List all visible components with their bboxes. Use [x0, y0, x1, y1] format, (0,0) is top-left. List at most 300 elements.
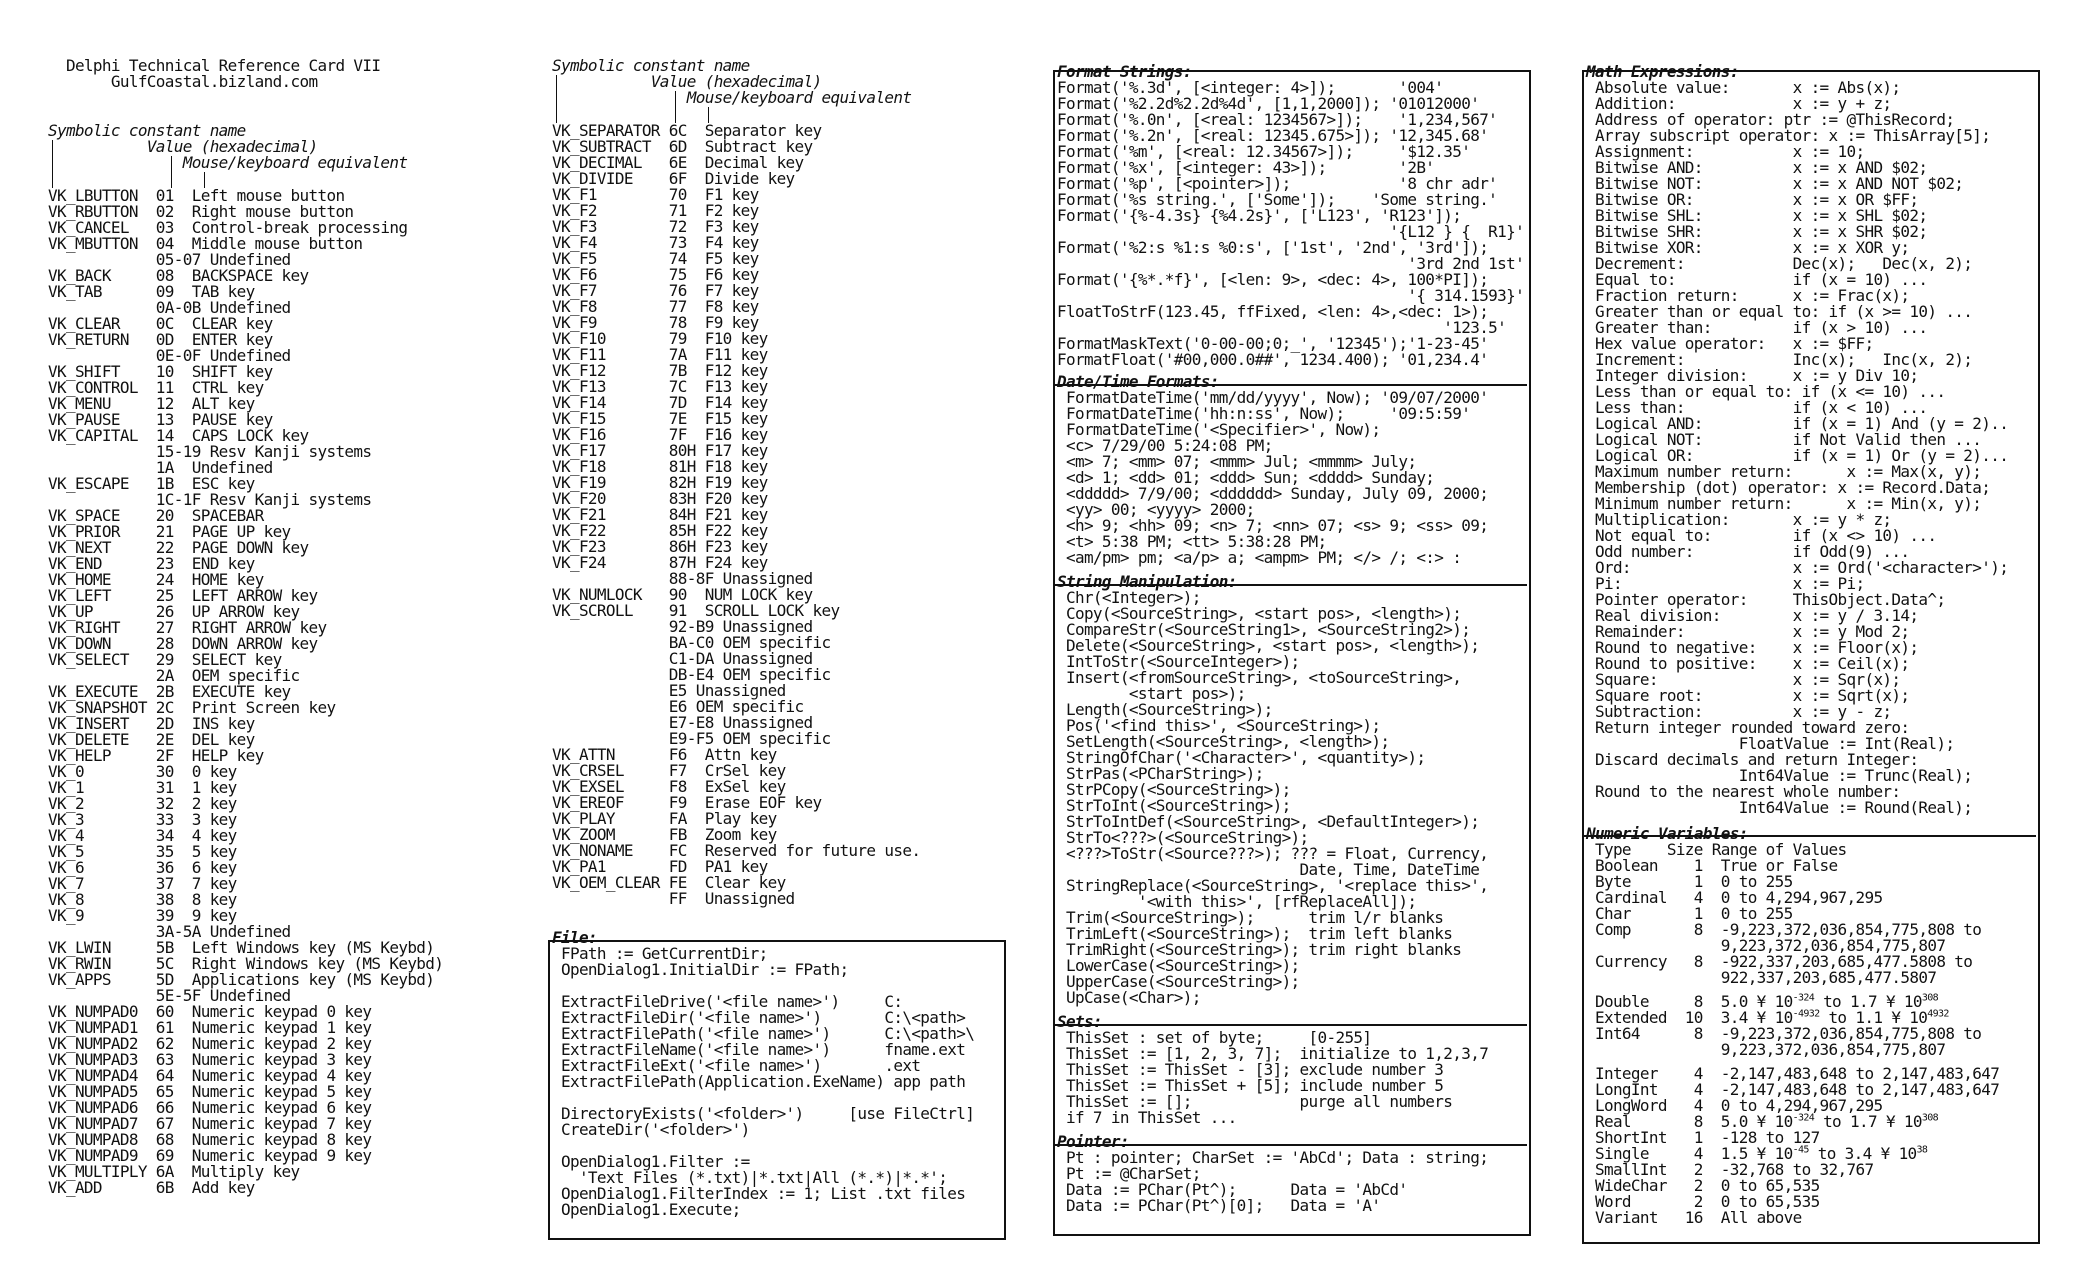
line-text: Trim(<SourceString>); trim l/r blanks	[1057, 908, 1444, 927]
line-text: Delphi Technical Reference Card VII	[48, 56, 381, 75]
line-text: VK_F2 71 F2 key	[552, 201, 759, 220]
line-text: VK_F6 75 F6 key	[552, 265, 759, 284]
line-text: VK_8 38 8 key	[48, 890, 237, 909]
line-text: VK_CLEAR 0C CLEAR key	[48, 314, 273, 333]
line-text: Bitwise OR: x := x OR $FF;	[1586, 190, 1919, 209]
line-text: Pt : pointer; CharSet := 'AbCd'; Data : string;	[1057, 1148, 1489, 1167]
line-text: VK_NUMPAD3 63 Numeric keypad 3 key	[48, 1050, 372, 1069]
line-text: Single 4 1.5 ¥ 10	[1586, 1144, 1793, 1163]
line-text: StrPas(<PCharString>);	[1057, 764, 1264, 783]
line-text: FormatDateTime('<Specifier>', Now);	[1057, 420, 1381, 439]
line-text: Fraction return: x := Frac(x);	[1586, 286, 1910, 305]
line-text: VK_5 35 5 key	[48, 842, 237, 861]
line-text: 922,337,203,685,477.5807	[1586, 968, 1937, 987]
line-text: VK_SELECT 29 SELECT key	[48, 650, 282, 669]
line-text: Delete(<SourceString>, <start pos>, <length>);	[1057, 636, 1480, 655]
reference-line	[1586, 800, 1972, 816]
line-text: Increment: Inc(x); Inc(x, 2);	[1586, 350, 1973, 369]
legend-bracket-equiv	[204, 172, 205, 188]
line-text: Bitwise AND: x := x AND $02;	[1586, 158, 1928, 177]
line-text: VK_LWIN 5B Left Windows key (MS Keybd)	[48, 938, 435, 957]
line-text: Greater than or equal to: if (x >= 10) ...	[1586, 302, 1973, 321]
line-text: Pointer operator: ThisObject.Data^;	[1586, 590, 1946, 609]
reference-line	[1586, 1210, 1802, 1226]
line-text: <c> 7/29/00 5:24:08 PM;	[1057, 436, 1273, 455]
line-text: VK_F15 7E F15 key	[552, 409, 768, 428]
line-text: VK_NEXT 22 PAGE DOWN key	[48, 538, 309, 557]
line-text: Assignment: x := 10;	[1586, 142, 1865, 161]
line-text: Absolute value: x := Abs(x);	[1586, 78, 1901, 97]
exponent: 308	[1921, 992, 1939, 1004]
line-text: VK_NUMPAD9 69 Numeric keypad 9 key	[48, 1146, 372, 1165]
line-text: <d> 1; <dd> 01; <ddd> Sun; <dddd> Sunday;	[1057, 468, 1435, 487]
line-text: Pointer:	[1057, 1132, 1129, 1151]
line-text: VK_ZOOM FB Zoom key	[552, 825, 777, 844]
line-text: VK_DIVIDE 6F Divide key	[552, 169, 795, 188]
line-text: VK_TAB 09 TAB key	[48, 282, 255, 301]
line-text: Membership (dot) operator: x := Record.Data;	[1586, 478, 1991, 497]
line-text: VK_RBUTTON 02 Right mouse button	[48, 202, 354, 221]
line-text: Format('{%-4.3s} {%4.2s}', ['L123', 'R123']);	[1057, 206, 1462, 225]
line-text: VK_F23 86H F23 key	[552, 537, 768, 556]
line-text: VK_EXECUTE 2B EXECUTE key	[48, 682, 291, 701]
line-text-cont: to 1.7 ¥ 10	[1814, 1112, 1922, 1131]
line-text: Insert(<fromSourceString>, <toSourceString>,	[1057, 668, 1462, 687]
reference-line	[552, 90, 911, 106]
line-text: '{L12 } { R1}'	[1057, 222, 1525, 241]
line-text: VK_F3 72 F3 key	[552, 217, 759, 236]
line-text: VK_NUMPAD1 61 Numeric keypad 1 key	[48, 1018, 372, 1037]
reference-line	[48, 74, 318, 90]
line-text: Odd number: if Odd(9) ...	[1586, 542, 1910, 561]
line-text: VK_MBUTTON 04 Middle mouse button	[48, 234, 363, 253]
line-text: VK_NUMPAD6 66 Numeric keypad 6 key	[48, 1098, 372, 1117]
line-text: VK_PA1 FD PA1 key	[552, 857, 768, 876]
line-text: VK_F8 77 F8 key	[552, 297, 759, 316]
line-text-cont: to 1.1 ¥ 10	[1819, 1008, 1928, 1027]
legend-bracket-value	[171, 156, 172, 188]
line-text: VK_UP 26 UP ARROW key	[48, 602, 300, 621]
line-text: LowerCase(<SourceString>);	[1057, 956, 1300, 975]
line-text: ThisSet := ThisSet + [5]; include number 5	[1057, 1076, 1444, 1095]
line-text: Less than: if (x < 10) ...	[1586, 398, 1928, 417]
line-text: Format('%.3d', [<integer: 4>]); '004'	[1057, 78, 1444, 97]
line-text: Format('%.2n', [<real: 12345.675>]); '12,345.68'	[1057, 126, 1489, 145]
line-text: Round to positive: x := Ceil(x);	[1586, 654, 1910, 673]
line-text: Return integer rounded toward zero:	[1586, 718, 1910, 737]
reference-line	[552, 891, 795, 907]
line-text: Square root: x := Sqrt(x);	[1586, 686, 1910, 705]
line-text: if 7 in ThisSet ...	[1057, 1108, 1237, 1127]
line-text: OpenDialog1.FilterIndex := 1; List .txt files	[552, 1184, 966, 1203]
line-text: StrToIntDef(<SourceString>, <DefaultInteger>);	[1057, 812, 1480, 831]
line-text: <ddddd> 7/9/00; <dddddd> Sunday, July 09, 2000;	[1057, 484, 1489, 503]
line-text: FloatValue := Int(Real);	[1586, 734, 1955, 753]
line-text: Discard decimals and return Integer:	[1586, 750, 1919, 769]
line-text: Cardinal 4 0 to 4,294,967,295	[1586, 888, 1883, 907]
line-text: Chr(<Integer>);	[1057, 588, 1201, 607]
line-text: CreateDir('<folder>')	[552, 1120, 750, 1139]
line-text: Bitwise SHR: x := x SHR $02;	[1586, 222, 1928, 241]
line-text: Greater than: if (x > 10) ...	[1586, 318, 1928, 337]
line-text: Address of operator: ptr := @ThisRecord;	[1586, 110, 1955, 129]
line-text: VK_6 36 6 key	[48, 858, 237, 877]
line-text: VK_ATTN F6 Attn key	[552, 745, 777, 764]
line-text: VK_3 33 3 key	[48, 810, 237, 829]
line-text: LongInt 4 -2,147,483,648 to 2,147,483,647	[1586, 1080, 2000, 1099]
line-text: String Manipulation:	[1057, 572, 1237, 591]
line-text: ExtractFilePath(Application.ExeName) app path	[552, 1072, 966, 1091]
line-text: Int64 8 -9,223,372,036,854,775,808 to	[1586, 1024, 1982, 1043]
line-text: VK_F4 73 F4 key	[552, 233, 759, 252]
line-text: ThisSet : set of byte; [0-255]	[1057, 1028, 1372, 1047]
line-text: VK_4 34 4 key	[48, 826, 237, 845]
line-text: VK_INSERT 2D INS key	[48, 714, 255, 733]
line-text: UpCase(<Char>);	[1057, 988, 1201, 1007]
line-text: VK_CAPITAL 14 CAPS LOCK key	[48, 426, 309, 445]
line-text: Pi: x := Pi;	[1586, 574, 1865, 593]
reference-line	[48, 155, 407, 171]
line-text: VK_F9 78 F9 key	[552, 313, 759, 332]
line-text: Round to negative: x := Floor(x);	[1586, 638, 1919, 657]
line-text: ExtractFilePath('<file name>') C:\<path>\	[552, 1024, 975, 1043]
line-text: File:	[552, 928, 597, 947]
line-text: Addition: x := y + z;	[1586, 94, 1892, 113]
line-text: Comp 8 -9,223,372,036,854,775,808 to	[1586, 920, 1982, 939]
line-text: 'Text Files (*.txt)|*.txt|All (*.*)|*.*';	[552, 1168, 948, 1187]
line-text: VK_SCROLL 91 SCROLL LOCK key	[552, 601, 840, 620]
line-text: IntToStr(<SourceInteger>);	[1057, 652, 1300, 671]
line-text: OpenDialog1.Filter :=	[552, 1152, 750, 1171]
reference-line	[1057, 550, 1461, 566]
line-text: Format('%s string.', ['Some']); 'Some string.'	[1057, 190, 1498, 209]
line-text: FormatMaskText('0-00-00;0;_', '12345');'1-23-45'	[1057, 334, 1489, 353]
line-text: 88-8F Unassigned	[552, 569, 813, 588]
line-text: VK_LBUTTON 01 Left mouse button	[48, 186, 345, 205]
line-text: Format('%.0n', [<real: 1234567>]); '1,234,567'	[1057, 110, 1498, 129]
line-text: VK_NUMPAD7 67 Numeric keypad 7 key	[48, 1114, 372, 1133]
line-text: VK_0 30 0 key	[48, 762, 237, 781]
line-text: FloatToStrF(123.45, ffFixed, <len: 4>,<dec: 1>);	[1057, 302, 1489, 321]
line-text: <???>ToStr(<Source???>); ??? = Float, Currency,	[1057, 844, 1489, 863]
line-text: Not equal to: if (x <> 10) ...	[1586, 526, 1937, 545]
line-text: VK_APPS 5D Applications key (MS Keybd)	[48, 970, 435, 989]
line-text: UpperCase(<SourceString>);	[1057, 972, 1300, 991]
line-text: Bitwise XOR: x := x XOR y;	[1586, 238, 1910, 257]
line-text-cont: to 1.7 ¥ 10	[1814, 992, 1922, 1011]
line-text: ShortInt 1 -128 to 127	[1586, 1128, 1820, 1147]
line-text: WideChar 2 0 to 65,535	[1586, 1176, 1820, 1195]
line-text: StrPCopy(<SourceString>);	[1057, 780, 1291, 799]
line-text: VK_F11 7A F11 key	[552, 345, 768, 364]
line-text: DB-E4 OEM specific	[552, 665, 831, 684]
line-text: 15-19 Resv Kanji systems	[48, 442, 372, 461]
line-text: StrTo<???>(<SourceString>);	[1057, 828, 1309, 847]
line-text: Logical OR: if (x = 1) Or (y = 2)...	[1586, 446, 2009, 465]
line-text: Variant 16 All above	[1586, 1208, 1802, 1227]
line-text: Real 8 5.0 ¥ 10	[1586, 1112, 1793, 1131]
line-text-cont: to 3.4 ¥ 10	[1808, 1144, 1917, 1163]
line-text: Numeric Variables:	[1586, 824, 1748, 843]
line-text: LongWord 4 0 to 4,294,967,295	[1586, 1096, 1883, 1115]
line-text: 0A-0B Undefined	[48, 298, 291, 317]
line-text: Int64Value := Round(Real);	[1586, 798, 1973, 817]
line-text: TrimRight(<SourceString>); trim right blanks	[1057, 940, 1462, 959]
line-text: VK_RETURN 0D ENTER key	[48, 330, 273, 349]
line-text: 9,223,372,036,854,775,807	[1586, 1040, 1946, 1059]
divider-sets	[1053, 1024, 1527, 1026]
reference-line	[1057, 990, 1201, 1006]
line-text: StringReplace(<SourceString>, '<replace this>',	[1057, 876, 1489, 895]
line-text: VK_SPACE 20 SPACEBAR	[48, 506, 264, 525]
line-text: VK_F14 7D F14 key	[552, 393, 768, 412]
line-text: Format('%2.2d%2.2d%4d', [1,1,2000]); '01012000'	[1057, 94, 1480, 113]
line-text: VK_F7 76 F7 key	[552, 281, 759, 300]
line-text: VK_RIGHT 27 RIGHT ARROW key	[48, 618, 327, 637]
line-text: VK_F20 83H F20 key	[552, 489, 768, 508]
line-text: VK_NUMPAD0 60 Numeric keypad 0 key	[48, 1002, 372, 1021]
line-text: Byte 1 0 to 255	[1586, 872, 1793, 891]
line-text: TrimLeft(<SourceString>); trim left blanks	[1057, 924, 1453, 943]
line-text: Integer division: x := y Div 10;	[1586, 366, 1919, 385]
line-text: VK_F19 82H F19 key	[552, 473, 768, 492]
line-text: Data := PChar(Pt^)[0]; Data = 'A'	[1057, 1196, 1381, 1215]
line-text: Format('%x', [<integer: 43>]); '2B'	[1057, 158, 1435, 177]
line-text: OpenDialog1.Execute;	[552, 1200, 741, 1219]
line-text: Type Size Range of Values	[1586, 840, 1847, 859]
line-text: VK_PRIOR 21 PAGE UP key	[48, 522, 291, 541]
line-text: Maximum number return: x := Max(x, y);	[1586, 462, 1982, 481]
line-text: VK_PAUSE 13 PAUSE key	[48, 410, 273, 429]
line-text: <yy> 00; <yyyy> 2000;	[1057, 500, 1255, 519]
line-text: '123.5'	[1057, 318, 1507, 337]
line-text: VK_F13 7C F13 key	[552, 377, 768, 396]
line-text: ThisSet := []; purge all numbers	[1057, 1092, 1453, 1111]
line-text: 1A Undefined	[48, 458, 273, 477]
line-text: VK_NUMPAD5 65 Numeric keypad 5 key	[48, 1082, 372, 1101]
line-text: VK_HELP 2F HELP key	[48, 746, 264, 765]
line-text: <am/pm> pm; <a/p> a; <ampm> PM; </> /; <:> :	[1057, 548, 1462, 567]
line-text: VK_2 32 2 key	[48, 794, 237, 813]
line-text: VK_ADD 6B Add key	[48, 1178, 255, 1197]
line-text: Format('%2:s %1:s %0:s', ['1st', '2nd', '3rd']);	[1057, 238, 1489, 257]
line-text: VK_F22 85H F22 key	[552, 521, 768, 540]
line-text: Format('%m', [<real: 12.34567>]); '$12.35'	[1057, 142, 1471, 161]
reference-line	[1057, 1198, 1380, 1214]
reference-line	[1586, 1042, 1945, 1058]
line-text: Symbolic constant name	[552, 56, 750, 75]
legend-bracket-name	[556, 75, 557, 123]
line-text: Remainder: x := y Mod 2;	[1586, 622, 1910, 641]
line-text: FormatDateTime('hh:n:ss', Now); '09:5:59'	[1057, 404, 1471, 423]
line-text: FPath := GetCurrentDir;	[552, 944, 768, 963]
line-text: Copy(<SourceString>, <start pos>, <length>);	[1057, 604, 1462, 623]
line-text: Symbolic constant name	[48, 121, 246, 140]
line-text: BA-C0 OEM specific	[552, 633, 831, 652]
line-text: E7-E8 Unassigned	[552, 713, 813, 732]
reference-line	[1586, 970, 1936, 986]
line-text: Data := PChar(Pt^); Data = 'AbCd'	[1057, 1180, 1408, 1199]
line-text: Bitwise SHL: x := x SHL $02;	[1586, 206, 1928, 225]
exponent: -45	[1792, 1144, 1809, 1156]
line-text: VK_NUMPAD2 62 Numeric keypad 2 key	[48, 1034, 372, 1053]
line-text: VK_NUMPAD4 64 Numeric keypad 4 key	[48, 1066, 372, 1085]
line-text: 05-07 Undefined	[48, 250, 291, 269]
line-text: 1C-1F Resv Kanji systems	[48, 490, 372, 509]
line-text: Round to the nearest whole number:	[1586, 782, 1901, 801]
line-text: FormatFloat('#00,000.0##', 1234.400); '01,234.4'	[1057, 350, 1489, 369]
line-text: VK_ESCAPE 1B ESC key	[48, 474, 255, 493]
line-text: Equal to: if (x = 10) ...	[1586, 270, 1928, 289]
line-text: VK_SEPARATOR 6C Separator key	[552, 121, 822, 140]
line-text: VK_F10 79 F10 key	[552, 329, 768, 348]
line-text: Integer 4 -2,147,483,648 to 2,147,483,647	[1586, 1064, 2000, 1083]
reference-line	[552, 1122, 750, 1138]
line-text: '3rd 2nd 1st'	[1057, 254, 1525, 273]
line-text: ExtractFileName('<file name>') fname.ext	[552, 1040, 966, 1059]
line-text: VK_1 31 1 key	[48, 778, 237, 797]
reference-line	[1057, 352, 1488, 368]
line-text: VK_SNAPSHOT 2C Print Screen key	[48, 698, 336, 717]
line-text: VK_BACK 08 BACKSPACE key	[48, 266, 309, 285]
line-text: VK_F12 7B F12 key	[552, 361, 768, 380]
line-text: Math Expressions:	[1586, 62, 1739, 81]
line-text: C1-DA Unassigned	[552, 649, 813, 668]
line-text: VK_NUMLOCK 90 NUM LOCK key	[552, 585, 813, 604]
line-text: VK_F5 74 F5 key	[552, 249, 759, 268]
line-text: Real division: x := y / 3.14;	[1586, 606, 1919, 625]
line-text: Format('%p', [<pointer>]); '8 chr adr'	[1057, 174, 1498, 193]
reference-line	[1057, 1110, 1237, 1126]
line-text: Value (hexadecimal)	[552, 72, 822, 91]
line-text: Format('{%*.*f}', [<len: 9>, <dec: 4>, 100*PI]);	[1057, 270, 1489, 289]
line-text: Ord: x := Ord('<character>');	[1586, 558, 2009, 577]
line-text: ExtractFileExt('<file name>') .ext	[552, 1056, 921, 1075]
line-text: 2A OEM specific	[48, 666, 300, 685]
line-text: Double 8 5.0 ¥ 10	[1586, 992, 1793, 1011]
line-text: 9,223,372,036,854,775,807	[1586, 936, 1946, 955]
line-text: VK_NONAME FC Reserved for future use.	[552, 841, 921, 860]
line-text: VK_SHIFT 10 SHIFT key	[48, 362, 273, 381]
line-text: StrToInt(<SourceString>);	[1057, 796, 1291, 815]
line-text: <t> 5:38 PM; <tt> 5:38:28 PM;	[1057, 532, 1327, 551]
line-text: Date, Time, DateTime	[1057, 860, 1480, 879]
line-text: GulfCoastal.bizland.com	[48, 72, 318, 91]
line-text: VK_F24 87H F24 key	[552, 553, 768, 572]
reference-line	[552, 962, 848, 978]
line-text: Value (hexadecimal)	[48, 137, 318, 156]
line-text: <h> 9; <hh> 09; <n> 7; <nn> 07; <s> 9; <ss> 09;	[1057, 516, 1489, 535]
line-text: VK_7 37 7 key	[48, 874, 237, 893]
line-text: Logical AND: if (x = 1) And (y = 2)..	[1586, 414, 2009, 433]
legend-bracket-value	[675, 91, 676, 123]
line-text: Square: x := Sqr(x);	[1586, 670, 1901, 689]
exponent: -4932	[1792, 1008, 1820, 1020]
line-text: VK_CANCEL 03 Control-break processing	[48, 218, 408, 237]
line-text: <start pos>);	[1057, 684, 1246, 703]
line-text: VK_DELETE 2E DEL key	[48, 730, 255, 749]
exponent: 38	[1916, 1144, 1928, 1156]
line-text: SmallInt 2 -32,768 to 32,767	[1586, 1160, 1874, 1179]
line-text: VK_EXSEL F8 ExSel key	[552, 777, 786, 796]
line-text: VK_LEFT 25 LEFT ARROW key	[48, 586, 318, 605]
line-text: VK_CONTROL 11 CTRL key	[48, 378, 264, 397]
line-text: VK_END 23 END key	[48, 554, 255, 573]
line-text: Less than or equal to: if (x <= 10) ...	[1586, 382, 1946, 401]
line-text: OpenDialog1.InitialDir := FPath;	[552, 960, 849, 979]
line-text: '<with this>', [rfReplaceAll]);	[1057, 892, 1417, 911]
line-text: VK_EREOF F9 Erase EOF key	[552, 793, 822, 812]
line-text: ThisSet := ThisSet - [3]; exclude number 3	[1057, 1060, 1444, 1079]
line-text: Date/Time Formats:	[1057, 372, 1219, 391]
line-text: E9-F5 OEM specific	[552, 729, 831, 748]
line-text: '{ 314.1593}'	[1057, 286, 1525, 305]
reference-line	[552, 1202, 741, 1218]
line-text: Word 2 0 to 65,535	[1586, 1192, 1820, 1211]
line-text: Char 1 0 to 255	[1586, 904, 1793, 923]
line-text: VK_NUMPAD8 68 Numeric keypad 8 key	[48, 1130, 372, 1149]
line-text: Minimum number return: x := Min(x, y);	[1586, 494, 1982, 513]
line-text: VK_SUBTRACT 6D Subtract key	[552, 137, 813, 156]
line-text: Hex value operator: x := $FF;	[1586, 334, 1874, 353]
exponent: -324	[1792, 992, 1815, 1004]
exponent: 4932	[1927, 1008, 1949, 1020]
line-text: StringOfChar('<Character>', <quantity>);	[1057, 748, 1426, 767]
exponent: 308	[1921, 1112, 1939, 1124]
legend-bracket-name	[52, 140, 53, 188]
line-text: FormatDateTime('mm/dd/yyyy', Now); '09/07/2000'	[1057, 388, 1489, 407]
line-text: VK_F16 7F F16 key	[552, 425, 768, 444]
line-text: Pt := @CharSet;	[1057, 1164, 1201, 1183]
line-text: Format Strings:	[1057, 62, 1192, 81]
line-text: 0E-0F Undefined	[48, 346, 291, 365]
reference-line	[48, 1180, 255, 1196]
line-text: Extended 10 3.4 ¥ 10	[1586, 1008, 1793, 1027]
line-text: VK_PLAY FA Play key	[552, 809, 777, 828]
line-text: Int64Value := Trunc(Real);	[1586, 766, 1973, 785]
line-text: VK_HOME 24 HOME key	[48, 570, 264, 589]
line-text: 3A-5A Undefined	[48, 922, 291, 941]
legend-bracket-equiv	[708, 107, 709, 123]
line-text: Mouse/keyboard equivalent	[552, 88, 912, 107]
line-text: Decrement: Dec(x); Dec(x, 2);	[1586, 254, 1973, 273]
line-text: ExtractFileDir('<file name>') C:\<path>	[552, 1008, 966, 1027]
line-text: E5 Unassigned	[552, 681, 786, 700]
line-text: VK_F18 81H F18 key	[552, 457, 768, 476]
line-text: VK_CRSEL F7 CrSel key	[552, 761, 786, 780]
line-text: VK_F17 80H F17 key	[552, 441, 768, 460]
line-text: Subtraction: x := y - z;	[1586, 702, 1892, 721]
line-text: 5E-5F Undefined	[48, 986, 291, 1005]
line-text: VK_RWIN 5C Right Windows key (MS Keybd)	[48, 954, 444, 973]
line-text: <m> 7; <mm> 07; <mmm> Jul; <mmmm> July;	[1057, 452, 1417, 471]
line-text: VK_F21 84H F21 key	[552, 505, 768, 524]
line-text: VK_DOWN 28 DOWN ARROW key	[48, 634, 318, 653]
line-text: Multiplication: x := y * z;	[1586, 510, 1892, 529]
line-text: VK_DECIMAL 6E Decimal key	[552, 153, 804, 172]
line-text: Pos('<find this>', <SourceString>);	[1057, 716, 1381, 735]
line-text: Sets:	[1057, 1012, 1102, 1031]
line-text: ExtractFileDrive('<file name>') C:	[552, 992, 903, 1011]
exponent: -324	[1792, 1112, 1815, 1124]
line-text: CompareStr(<SourceString1>, <SourceString2>);	[1057, 620, 1471, 639]
line-text: DirectoryExists('<folder>') [use FileCtrl]	[552, 1104, 975, 1123]
line-text: VK_OEM_CLEAR FE Clear key	[552, 873, 786, 892]
line-text: Boolean 1 True or False	[1586, 856, 1838, 875]
line-text: VK_MULTIPLY 6A Multiply key	[48, 1162, 300, 1181]
line-text: Length(<SourceString>);	[1057, 700, 1273, 719]
line-text: VK_F1 70 F1 key	[552, 185, 759, 204]
